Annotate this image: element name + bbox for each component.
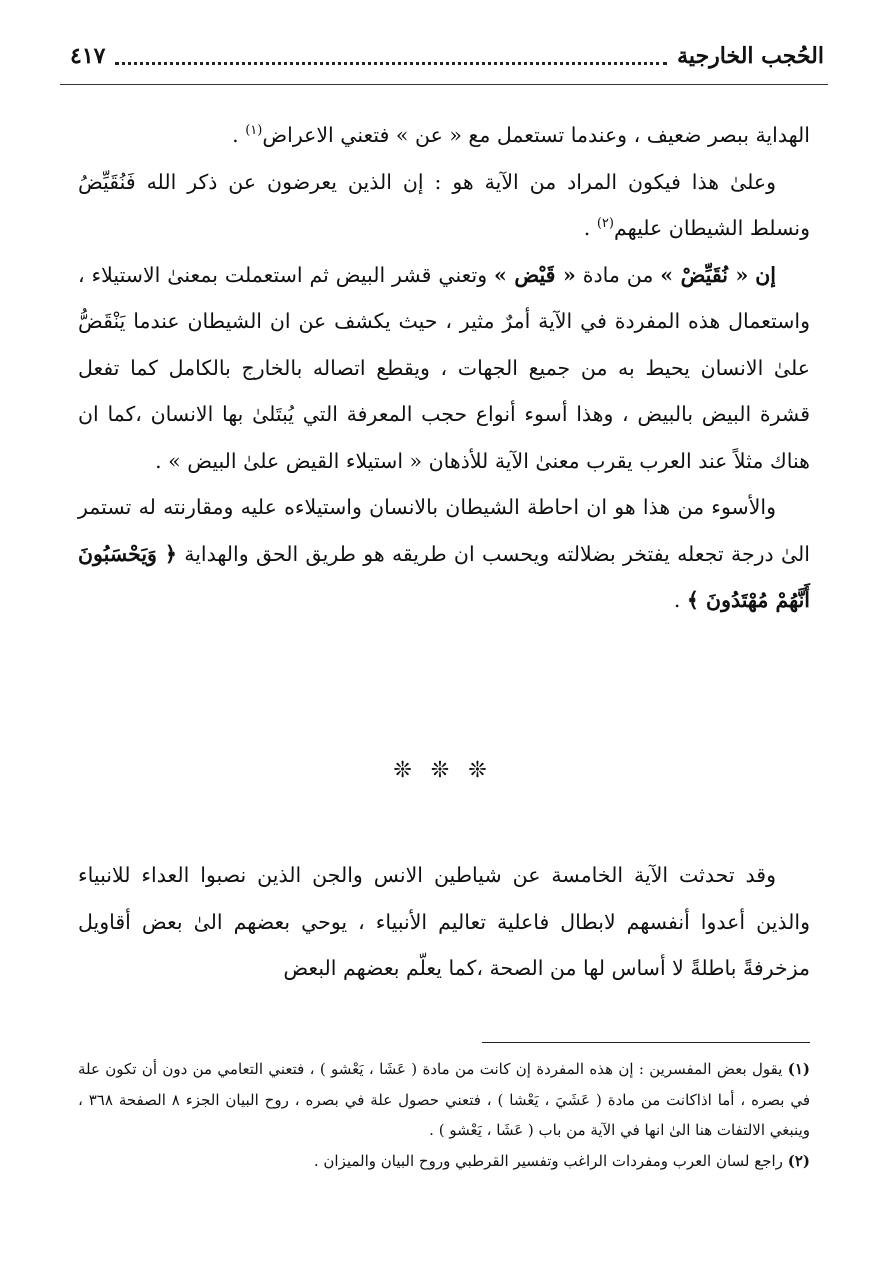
- footnote-1-text: يقول بعض المفسرين : إن هذه المفردة إن كانت من مادة ( عَشَا ، يَعْشو ) ، فتعني التعامي من دون أن تكون علة في بصره ، أما اذاكانت من مادة ( عَشَيَ ، يَعْشا ) ، فتعني حصول علة في بصره ، روح البيان الجزء ٨ الصفحة ٣٦٨ ، وينبغي الالتفات هنا الىٰ انها في الآية من باب ( عَشَا ، يَعْشو ) .: [78, 1060, 810, 1139]
- footnotes: [78, 1054, 810, 1176]
- paragraph-1-text: الهداية ببصر ضعيف ، وعندما تستعمل مع « عن » فتعني الاعراض: [262, 123, 810, 147]
- paragraph-1: [78, 112, 810, 159]
- footnote-2-text: راجع لسان العرب ومفردات الراغب وتفسير القرطبي وروح البيان والميزان .: [313, 1151, 783, 1170]
- paragraph-2: [78, 159, 810, 252]
- paragraph-5: وقد تحدثت الآية الخامسة عن شياطين الانس والجن الذين نصبوا العداء للانبياء والذين أعدوا أنفسهم لابطال فاعلية تعاليم الأنبياء ، يوحي بعضهم الىٰ بعض أقاويل مزخرفةً باطلةً لا أساس لها من الصحة ،كما يعلّم بعضهم البعض: [78, 863, 810, 980]
- footnote-2: [78, 1146, 810, 1177]
- chapter-title: الحُجب الخارجية: [677, 43, 824, 69]
- paragraph-3: [78, 252, 810, 485]
- footnote-ref-2: (٢): [596, 216, 614, 232]
- term-nuqayyid: « نُقَيِّضْ »: [660, 262, 749, 287]
- footnote-ref-1: (١): [245, 123, 263, 139]
- paragraph-3-mid: من مادة: [582, 262, 654, 287]
- quran-quote: ﴿ وَيَحْسَبُونَ أَنَّهُمْ مُهْتَدُونَ ﴾: [78, 541, 810, 612]
- header-dotted-leader: [115, 48, 667, 65]
- header-rule: [60, 84, 828, 85]
- page-number: ٤١٧: [70, 43, 106, 69]
- paragraph-3-text: وتعني قشر البيض ثم استعملت بمعنىٰ الاستيلاء ، واستعمال هذه المفردة في الآية أمرٌ مثير ، حيث يكشف عن ان الشيطان عندما يَنْقَضُّ علىٰ الانسان يحيط به من جميع الجهات ، ويقطع اتصاله بالخارج بالكامل كما تفعل قشرة البيض بالبيض ، وهذا أسوء أنواع حجب المعرفة التي يُبتَلىٰ بها الانسان ،كما ان هناك مثلاً عند العرب يقرب معنىٰ الآية للأذهان « استيلاء القيض علىٰ البيض » .: [78, 262, 810, 473]
- paragraph-2-text: وعلىٰ هذا فيكون المراد من الآية هو : إن الذين يعرضون عن ذكر الله فَنُقَيِّضُ ونسلط الشيطان عليهم: [78, 169, 810, 240]
- paragraph-1-end: .: [232, 123, 246, 147]
- main-text-continued: [78, 852, 810, 992]
- footnote-1: [78, 1054, 810, 1146]
- paragraph-2-end: .: [583, 216, 597, 240]
- section-separator: ❊ ❊ ❊: [393, 758, 493, 783]
- term-qayd: « قَيْض »: [494, 262, 576, 287]
- footnote-1-number: (١): [787, 1060, 810, 1078]
- paragraph-3-lead: إن: [755, 262, 776, 287]
- running-header: [70, 38, 824, 74]
- footnote-rule: [482, 1042, 810, 1043]
- paragraph-4-end: .: [673, 588, 687, 612]
- paragraph-4: [78, 484, 810, 624]
- paragraph-4-text: والأسوء من هذا هو ان احاطة الشيطان بالانسان واستيلاءه عليه ومقارنته له تستمر الىٰ درجة تجعله يفتخر بضلالته ويحسب ان طريقه هو طريق الحق والهداية: [78, 495, 810, 566]
- footnote-2-number: (٢): [787, 1151, 810, 1170]
- main-text: [78, 112, 810, 624]
